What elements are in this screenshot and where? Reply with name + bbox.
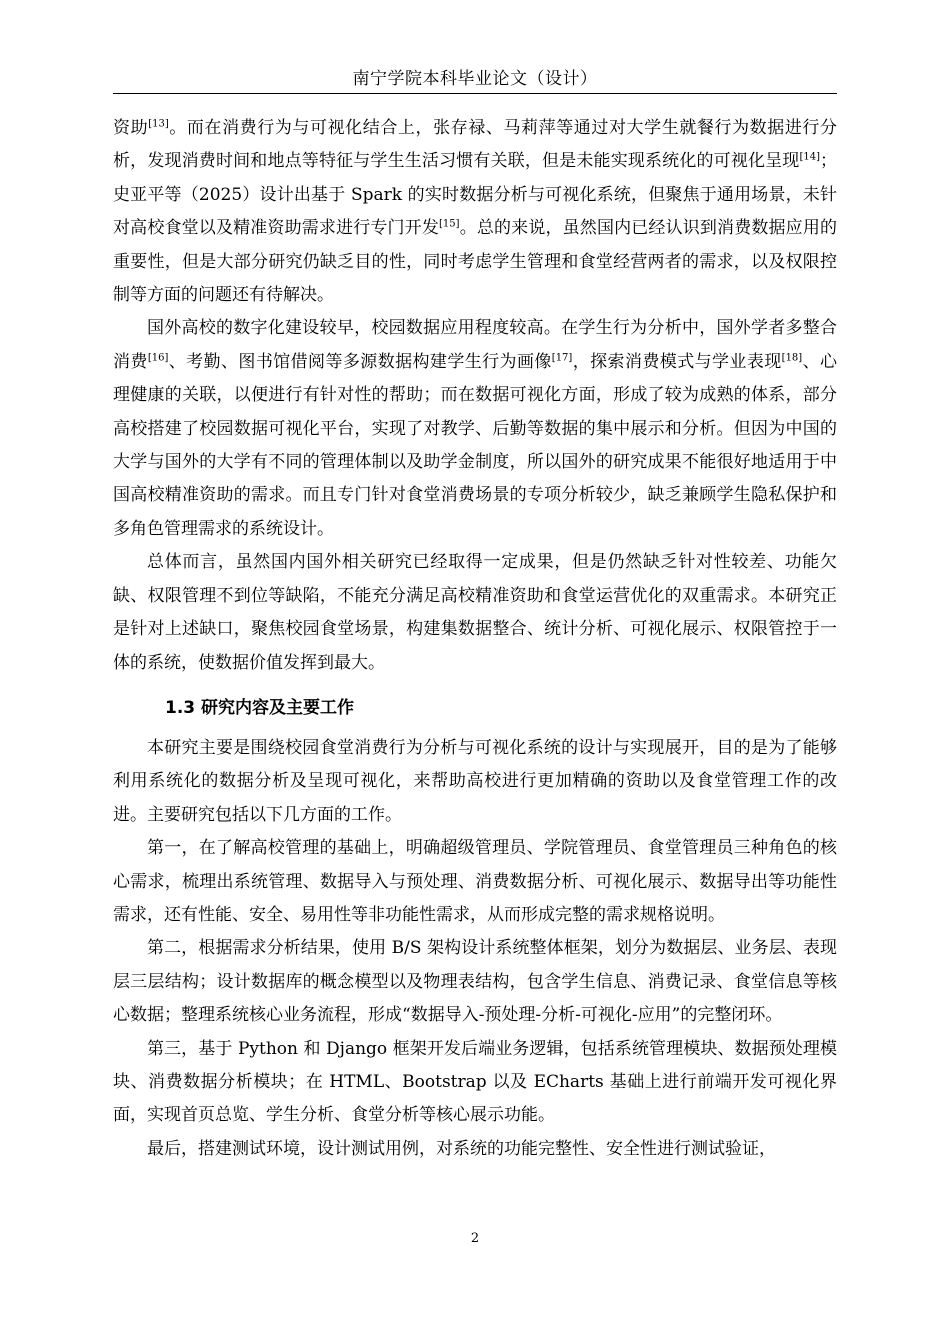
citation-marker: [14] [799,151,820,163]
paragraph [113,832,837,932]
citation-marker: [18] [781,352,803,364]
research-content-paragraphs [113,732,837,1166]
body-text [113,112,837,1166]
text-run: 总体而言，虽然国内国外相关研究已经取得一定成果，但是仍然缺乏针对性较差、功能欠缺、权限管理不到位等缺陷，不能充分满足高校精准资助和食堂运营优化的双重需求。本研究正是针对上述缺口，聚焦校园食堂场景，构建集数据整合、统计分析、可视化展示、权限管控于一体的系统，使数据价值发挥到最大。 [113,552,837,673]
citation-marker: [13] [148,118,169,130]
running-header: 南宁学院本科毕业论文（设计） [352,69,598,89]
page-number: 2 [470,1231,480,1246]
text-run: 第一，在了解高校管理的基础上，明确超级管理员、学院管理员、食堂管理员三种角色的核心需求，梳理出系统管理、数据导入与预处理、消费数据分析、可视化展示、数据导出等功能性需求，还有性能、安全、易用性等非功能性需求，从而形成完整的需求规格说明。 [113,838,837,925]
text-run: 第二，根据需求分析结果，使用 B/S 架构设计系统整体框架，划分为数据层、业务层、表现层三层结构；设计数据库的概念模型以及物理表结构，包含学生信息、消费记录、食堂信息等核心数据；整理系统核心业务流程，形成“数据导入-预处理-分析-可视化-应用”的完整闭环。 [113,938,837,1026]
section-heading: 1.3 研究内容及主要工作 [165,697,355,718]
text-run: ；史亚平等（2025）设计出基于 Spark 的实时数据分析与可视化系统，但聚焦于通用场景，未针对高校食堂以及精准资助需求进行专门开发 [113,151,837,239]
text-run: 第三，基于 Python 和 Django 框架开发后端业务逻辑，包括系统管理模块、数据预处理模块、消费数据分析模块；在 HTML、Bootstrap 以及 ECharts 基础上进行前端开发可视化界面，实现首页总览、学生分析、食堂分析等核心展示功能。 [113,1038,837,1126]
text-run: 资助 [113,118,149,138]
text-run: 、考勤、图书馆借阅等多源数据构建学生行为画像 [168,351,552,372]
paragraph [113,932,837,1032]
text-run: 最后，搭建测试环境，设计测试用例，对系统的功能完整性、安全性进行测试验证， [147,1138,776,1159]
text-run: 本研究主要是围绕校园食堂消费行为分析与可视化系统的设计与实现展开，目的是为了能够利用系统化的数据分析及呈现可视化，来帮助高校进行更加精确的资助以及食堂管理工作的改进。主要研究包括以下几方面的工作。 [113,737,837,825]
text-run: 、心理健康的关联，以便进行有针对性的帮助；而在数据可视化方面，形成了较为成熟的体系，部分高校搭建了校园数据可视化平台，实现了对教学、后勤等数据的集中展示和分析。但因为中国的大学与国外的大学有不同的管理体制以及助学金制度，所以国外的研究成果不能很好地适用于中国高校精准资助的需求。而且专门针对食堂消费场景的专项分析较少，缺乏兼顾学生隐私保护和多角色管理需求的系统设计。 [113,351,838,539]
text-run: ，探索消费模式与学业表现 [572,351,782,372]
paragraph [113,312,837,546]
header-rule [113,93,837,94]
citation-marker: [16] [147,352,169,364]
paragraph [113,546,837,680]
paragraph [113,1133,837,1166]
literature-review-paragraphs [113,112,837,680]
paragraph [113,1033,837,1133]
paragraph [113,732,837,832]
citation-marker: [17] [551,352,573,364]
citation-marker: [15] [439,218,460,230]
text-run: 。而在消费行为与可视化结合上，张存禄、马莉萍等通过对大学生就餐行为数据进行分析，发现消费时间和地点等特征与学生生活习惯有关联，但是未能实现系统化的可视化呈现 [113,118,838,172]
paragraph [113,112,837,312]
text-run: 国外高校的数字化建设较早，校园数据应用程度较高。在学生行为分析中，国外学者多整合消费 [113,318,837,372]
text-run: 。总的来说，虽然国内已经认识到消费数据应用的重要性，但是大部分研究仍缺乏目的性，同时考虑学生管理和食堂经营两者的需求，以及权限控制等方面的问题还有待解决。 [113,218,838,306]
